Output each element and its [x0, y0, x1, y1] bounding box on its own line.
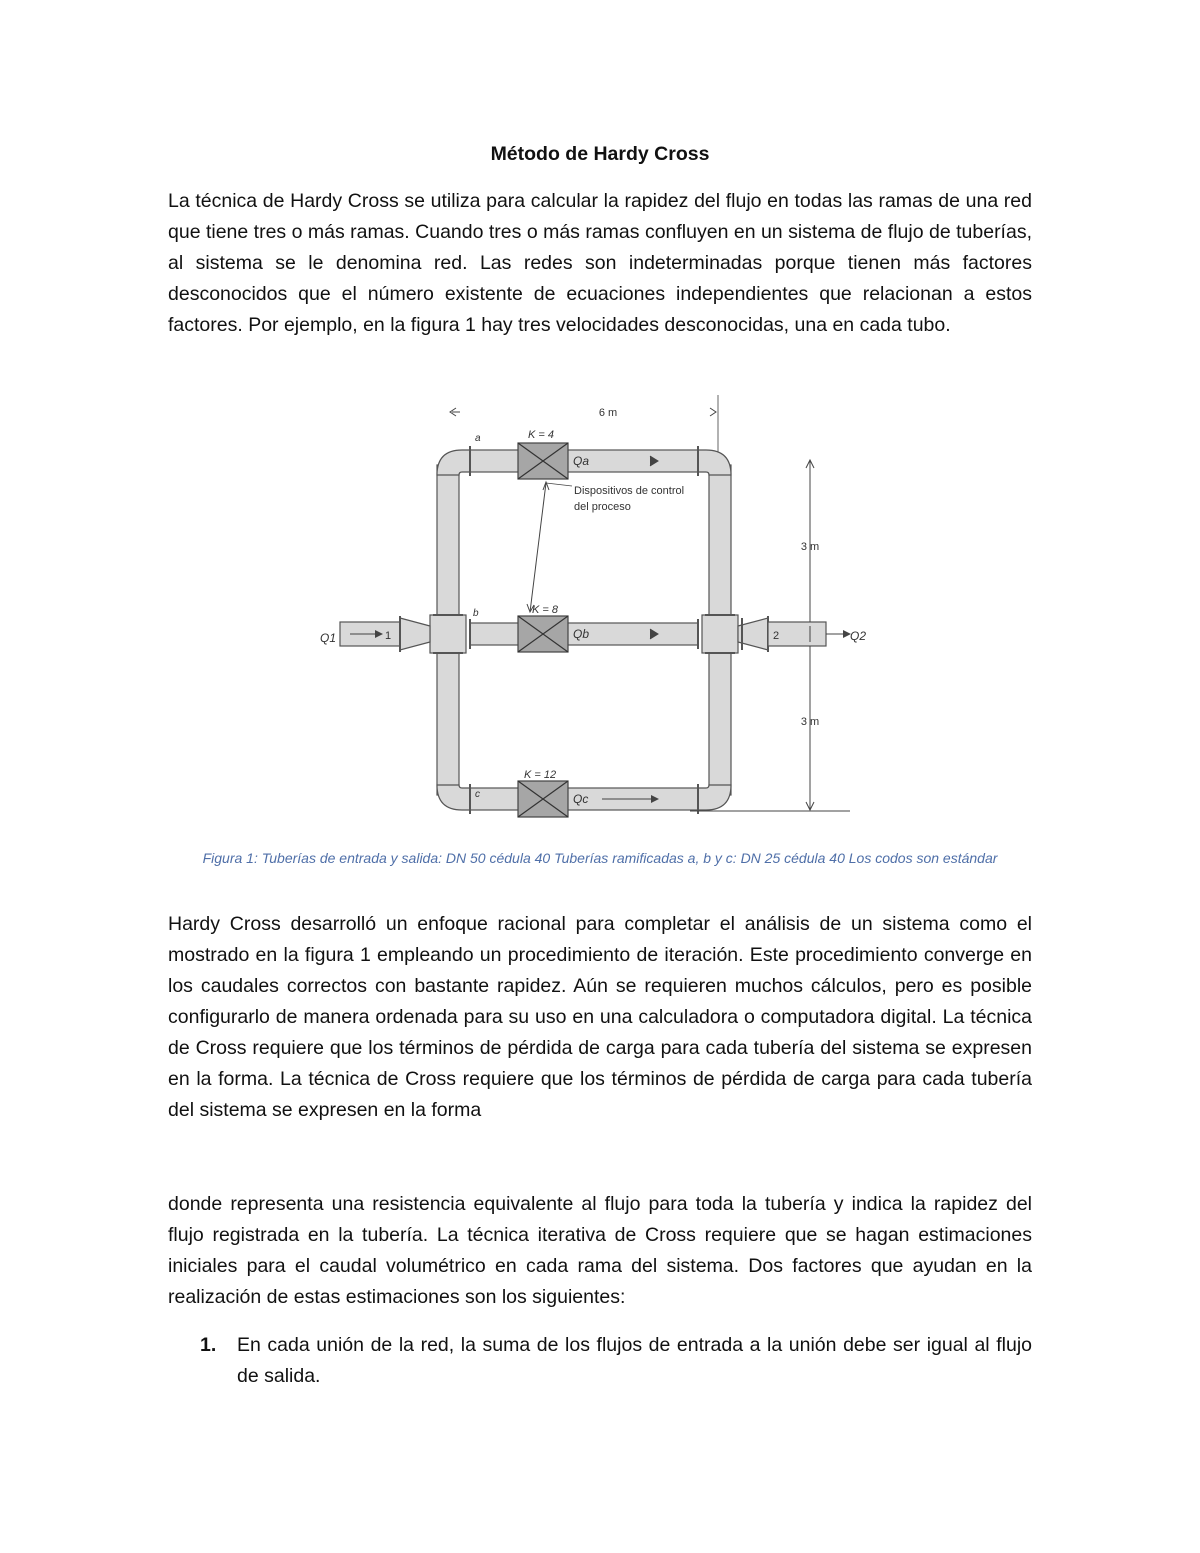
dimension-width-label: 6 m: [598, 407, 618, 419]
valve-a: [518, 443, 568, 479]
right-lower-pipe: [709, 645, 731, 795]
figure-caption: Figura 1: Tuberías de entrada y salida: DN 50 cédula 40 Tuberías ramificadas a, b y c: DN 25 cédula 40 Los codos son estándar: [202, 850, 998, 866]
page-title: Método de Hardy Cross: [490, 143, 710, 165]
tee-right: [702, 615, 738, 653]
q1-label: Q1: [320, 631, 337, 645]
method-paragraph: Hardy Cross desarrolló un enfoque racional para completar el análisis de un sistema como el mostrado en la figura 1 empleando un procedimiento de iteración. Este procedimiento converge en los caudales correctos con bastante rapidez. Aún se requieren muchos cálculos, pero es posible configurarlo de manera ordenada para su uso en una calculadora o computadora digital. La técnica de Cross requiere que los términos de pérdida de carga para cada tubería del sistema se expresen en la forma. La técnica de Cross requiere que los términos de pérdida de carga para cada tubería del sistema se expresen en la forma: [168, 913, 1032, 1121]
left-upper-pipe: [437, 465, 459, 615]
k-b-label: K = 8: [532, 604, 558, 616]
q2-label: Q2: [850, 629, 867, 643]
intro-paragraph: La técnica de Hardy Cross se utiliza para calcular la rapidez del flujo en todas las ramas de una red que tiene tres o más ramas. Cuando tres o más ramas confluyen en un sistema de flujo de tuberías, al sistema se le denomina red. Las redes son indeterminadas porque tienen más factores desconocidos que el número existente de ecuaciones independientes que relacionan a estos factores. Por ejemplo, en la figura 1 hay tres velocidades desconocidas, una en cada tubo.: [168, 190, 1032, 336]
point-1-label: 1: [385, 630, 392, 642]
dimension-height-top-label: 3 m: [800, 541, 820, 553]
qb-label: Qb: [573, 627, 590, 641]
devices-leader-line: [530, 483, 546, 612]
elbow-top-left: [437, 450, 470, 475]
valve-c: [518, 781, 568, 817]
valve-b: [518, 616, 568, 652]
point-2-label: 2: [773, 630, 780, 642]
elbow-bottom-right: [698, 785, 731, 810]
devices-label-line-2: del proceso: [574, 501, 631, 513]
elbow-bottom-left: [437, 785, 470, 810]
dimension-height-bottom-label: 3 m: [800, 716, 820, 728]
branch-b-letter: b: [473, 608, 479, 619]
inlet-reducer: [400, 618, 430, 650]
elbow-top-right: [698, 450, 731, 475]
qc-label: Qc: [573, 792, 589, 806]
list-item-text: En cada unión de la red, la suma de los flujos de entrada a la unión debe ser igual al flujo de salida.: [237, 1334, 1032, 1387]
list-item-number: 1.: [200, 1334, 217, 1356]
branch-c-letter: c: [475, 789, 480, 800]
pipe-network-figure: [310, 390, 890, 840]
left-lower-pipe: [437, 645, 459, 795]
pipe-network-diagram: [310, 390, 890, 840]
k-c-label: K = 12: [524, 769, 557, 781]
devices-label-line-1: Dispositivos de control: [574, 485, 685, 497]
qa-label: Qa: [573, 454, 590, 468]
k-a-label: K = 4: [528, 429, 554, 441]
tee-left: [430, 615, 466, 653]
right-upper-pipe: [709, 465, 731, 615]
estimation-paragraph: donde representa una resistencia equivalente al flujo para toda la tubería y indica la rapidez del flujo registrada en la tubería. La técnica iterativa de Cross requiere que se hagan estimaciones iniciales para el caudal volumétrico en cada rama del sistema. Dos factores que ayudan en la realización de estas estimaciones son los siguientes:: [168, 1193, 1032, 1308]
branch-a-letter: a: [475, 433, 481, 444]
